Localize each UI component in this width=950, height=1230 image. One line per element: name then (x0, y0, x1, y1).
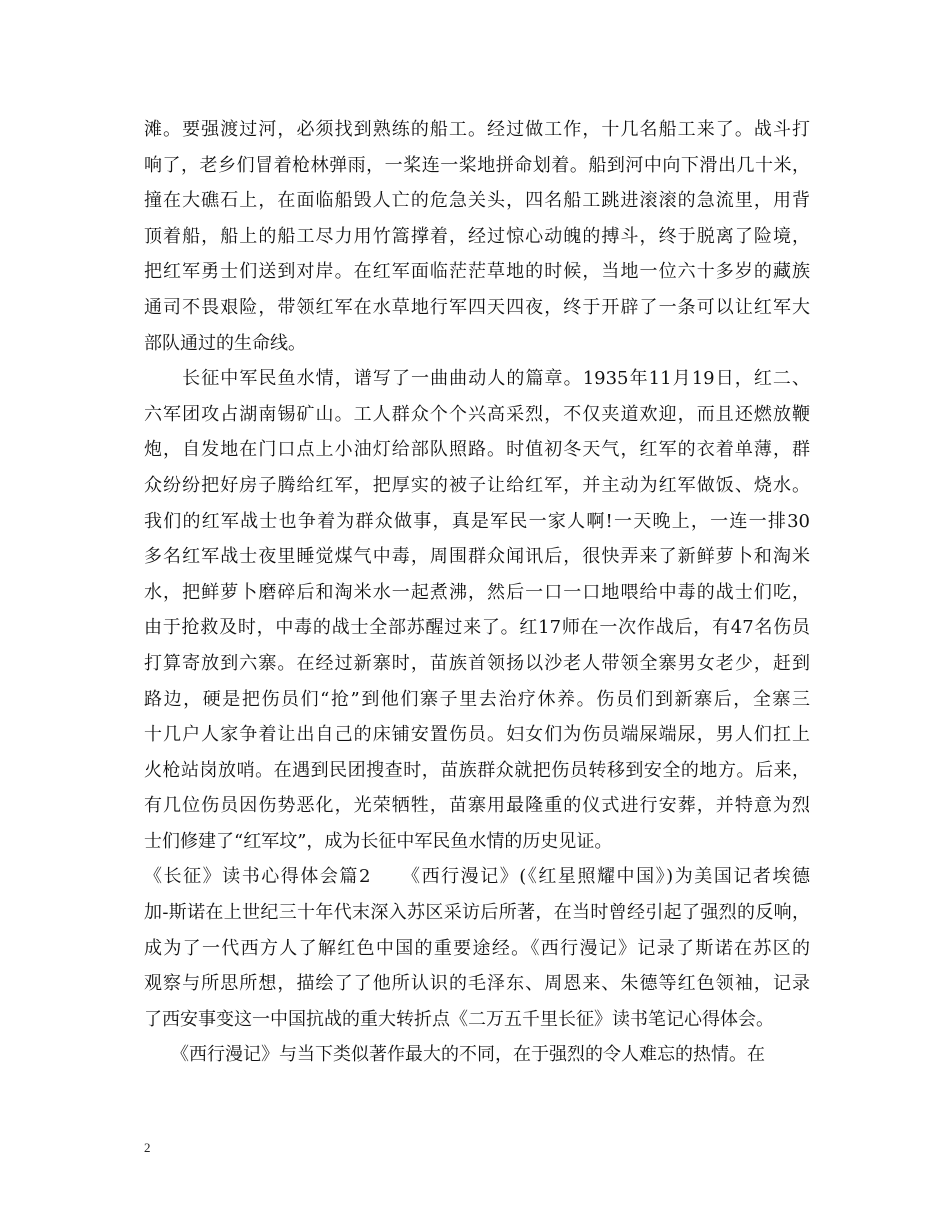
text-line: 炮，自发地在门口点上小油灯给部队照路。时值初冬天气，红军的衣着单薄，群 (144, 439, 810, 461)
text-line: 撞在大礁石上，在面临船毁人亡的危急关头，四名船工跳进滚滚的急流里，用背 (144, 190, 810, 212)
paragraph-p3 (144, 859, 810, 1037)
text-line: 成为了一代西方人了解红色中国的重要途经。《西行漫记》记录了斯诺在苏区的 (144, 937, 810, 959)
text-line: 顶着船，船上的船工尽力用竹篙撑着，经过惊心动魄的搏斗，终于脱离了险境， (144, 225, 810, 247)
text-line: 路边，硬是把伤员们“抢”到他们寨子里去治疗休养。伤员们到新寨后，全寨三 (144, 688, 810, 710)
text-line: 有几位伤员因伤势恶化，光荣牺牲，苗寨用最隆重的仪式进行安葬，并特意为烈 (144, 795, 810, 817)
text-line: 部队通过的生命线。 (144, 332, 306, 354)
text-line: 长征中军民鱼水情，谱写了一曲曲动人的篇章。1935年11月19日，红二、 (144, 368, 810, 390)
paragraph-p2 (144, 361, 810, 859)
text-line: 士们修建了“红军坟”，成为长征中军民鱼水情的历史见证。 (144, 830, 613, 852)
text-line: 六军团攻占湖南锡矿山。工人群众个个兴高采烈，不仅夹道欢迎，而且还燃放鞭 (144, 403, 810, 425)
text-line: 把红军勇士们送到对岸。在红军面临茫茫草地的时候，当地一位六十多岁的藏族 (144, 261, 810, 283)
paragraph-p4 (144, 1037, 810, 1073)
text-line: 由于抢救及时，中毒的战士全部苏醒过来了。红17师在一次作战后，有47名伤员 (144, 617, 810, 639)
text-line: 加-斯诺在上世纪三十年代末深入苏区采访后所著，在当时曾经引起了强烈的反响， (144, 902, 810, 924)
text-line: 通司不畏艰险，带领红军在水草地行军四天四夜，终于开辟了一条可以让红军大 (144, 296, 810, 318)
text-line: 众纷纷把好房子腾给红军，把厚实的被子让给红军，并主动为红军做饭、烧水。 (144, 474, 810, 496)
paragraph-p1 (144, 112, 810, 361)
text-line: 观察与所思所想，描绘了了他所认识的毛泽东、周恩来、朱德等红色领袖，记录 (144, 973, 810, 995)
text-line: 《长征》读书心得体会篇2 《西行漫记》(《红星照耀中国》)为美国记者埃德 (144, 866, 810, 888)
text-line: 打算寄放到六寨。在经过新寨时，苗族首领扬以沙老人带领全寨男女老少，赶到 (144, 652, 810, 674)
body-text (144, 112, 810, 1073)
text-line: 多名红军战士夜里睡觉煤气中毒，周围群众闻讯后，很快弄来了新鲜萝卜和淘米 (144, 546, 810, 568)
text-line: 火枪站岗放哨。在遇到民团搜查时，苗族群众就把伤员转移到安全的地方。后来， (144, 759, 810, 781)
text-line: 我们的红军战士也争着为群众做事，真是军民一家人啊!一天晚上，一连一排30 (144, 510, 810, 532)
text-line: 《西行漫记》与当下类似著作最大的不同，在于强烈的令人难忘的热情。在 (144, 1044, 765, 1066)
text-line: 十几户人家争着让出自己的床铺安置伤员。妇女们为伤员端屎端尿，男人们扛上 (144, 724, 810, 746)
text-line: 响了，老乡们冒着枪林弹雨，一桨连一桨地拼命划着。船到河中向下滑出几十米， (144, 154, 810, 176)
text-line: 水，把鲜萝卜磨碎后和淘米水一起煮沸，然后一口一口地喂给中毒的战士们吃， (144, 581, 810, 603)
page-number: 2 (144, 1140, 151, 1155)
text-line: 了西安事变这一中国抗战的重大转折点《二万五千里长征》读书笔记心得体会。 (144, 1008, 774, 1030)
text-line: 滩。要强渡过河，必须找到熟练的船工。经过做工作，十几名船工来了。战斗打 (144, 119, 810, 140)
